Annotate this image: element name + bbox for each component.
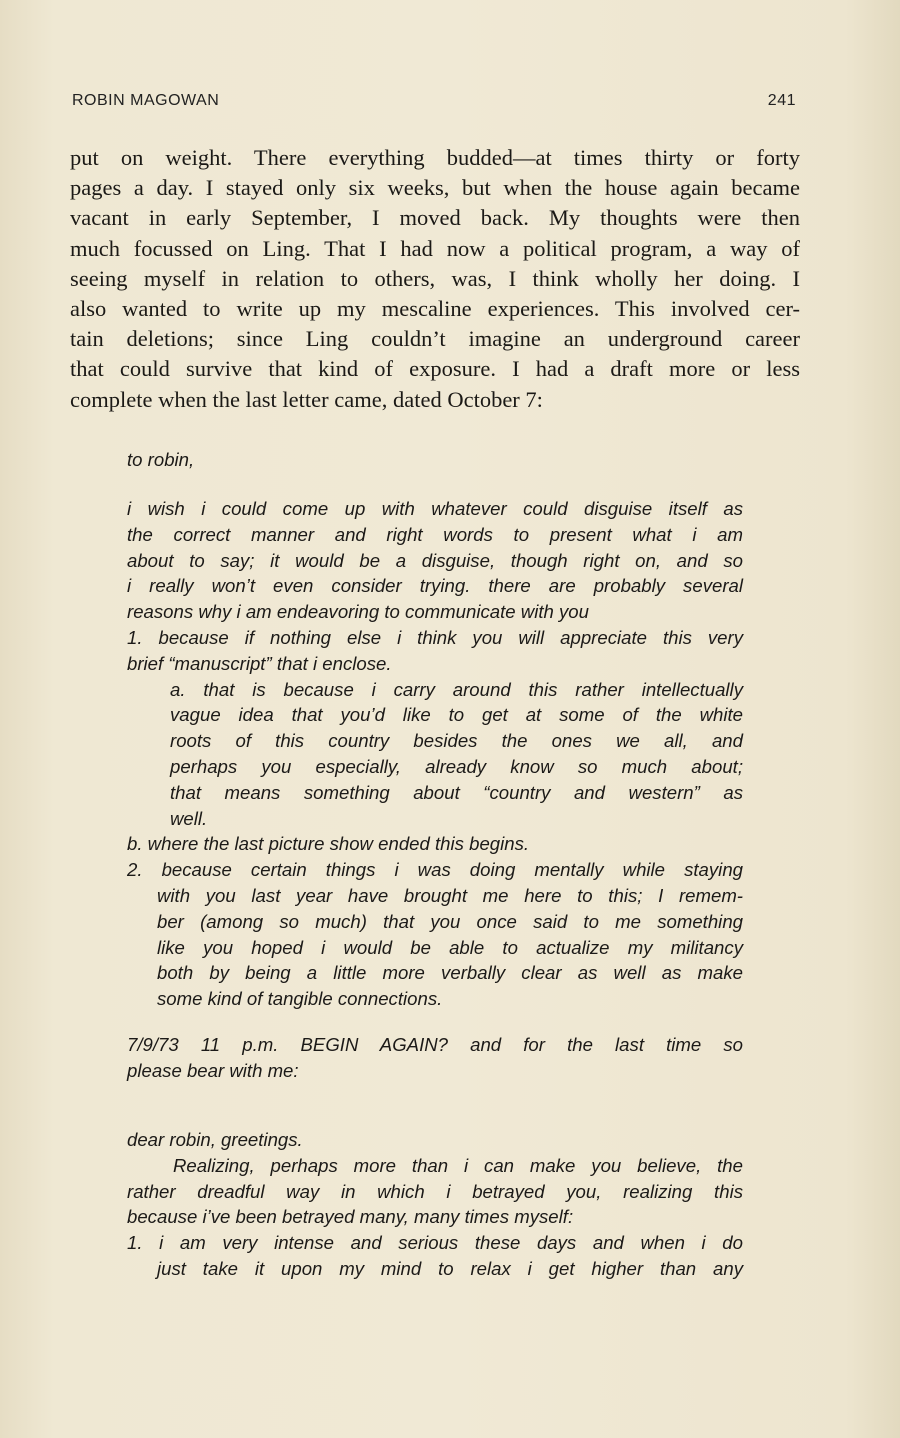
letter-sublist-item: perhaps you especially, already know so much about; (170, 755, 743, 777)
letter-line: i really won’t even consider trying. there are probably several (127, 575, 743, 597)
body-line: much focussed on Ling. That I had now a political program, a way of (70, 235, 800, 261)
dateline-text: please bear with me: (127, 1059, 299, 1081)
letter-list-item: some kind of tangible connections. (157, 988, 443, 1010)
letter-line: because i’ve been betrayed many, many times myself: (127, 1206, 574, 1228)
letter-list-item: both by being a little more verbally clear as well as make (157, 962, 743, 984)
letter-line: i wish i could come up with whatever could disguise itself as (127, 498, 743, 519)
body-line: vacant in early September, I moved back. My thoughts were then (70, 205, 800, 231)
letter-list-item: 1. because if nothing else i think you will appreciate this very (127, 626, 743, 648)
letter-sublist-item: b. where the last picture show ended this begins. (127, 833, 530, 855)
letter-salutation (127, 447, 743, 473)
body-line: that could survive that kind of exposure. I had a draft more or less (70, 356, 800, 382)
letter-line: the correct manner and right words to present what i am (127, 523, 743, 545)
letter-paragraph (127, 1127, 743, 1282)
letter-sublist-item: that means something about “country and western” as (170, 781, 743, 803)
letter-list-item: 1. i am very intense and serious these days and when i do (127, 1232, 743, 1254)
dateline-text: 7/9/73 11 p.m. BEGIN AGAIN? and for the last time so (127, 1034, 743, 1055)
salutation-text: to robin, (127, 449, 195, 470)
letter-line: Realizing, perhaps more than i can make you believe, the (173, 1154, 743, 1176)
body-line: complete when the last letter came, dated October 7: (70, 386, 543, 412)
letter-list-item: 2. because certain things i was doing mentally while staying (127, 859, 743, 881)
letter-dateline (127, 1032, 743, 1084)
letter-line: reasons why i am endeavoring to communicate with you (127, 601, 589, 623)
letter-line: rather dreadful way in which i betrayed you, realizing this (127, 1180, 743, 1202)
letter-list-item: just take it upon my mind to relax i get higher than any (157, 1257, 743, 1279)
letter-list-item: like you hoped i would be able to actualize my militancy (157, 936, 743, 958)
greeting-text: dear robin, greetings. (127, 1129, 303, 1150)
letter-list-item: with you last year have brought me here to this; I remem- (157, 884, 743, 906)
letter-paragraph (127, 496, 743, 1012)
body-line: pages a day. I stayed only six weeks, but when the house again became (70, 175, 800, 201)
letter-sublist-item: well. (170, 807, 208, 829)
body-line: also wanted to write up my mescaline experiences. This involved cer- (70, 296, 800, 322)
body-line: seeing myself in relation to others, was, I think wholly her doing. I (70, 265, 800, 291)
letter-sublist-item: vague idea that you’d like to get at some of the white (170, 704, 743, 726)
letter-line: about to say; it would be a disguise, though right on, and so (127, 549, 743, 571)
running-head-author: ROBIN MAGOWAN (72, 92, 220, 109)
letter-sublist-item: a. that is because i carry around this rather intellectually (170, 678, 743, 700)
page-number: 241 (767, 92, 796, 109)
body-paragraph (70, 143, 800, 415)
body-line: put on weight. There everything budded—at times thirty or forty (70, 145, 800, 170)
letter-list-item: brief “manuscript” that i enclose. (127, 652, 392, 674)
letter-list-item: ber (among so much) that you once said to me something (157, 910, 743, 932)
letter-sublist-item: roots of this country besides the ones we all, and (170, 730, 743, 752)
body-line: tain deletions; since Ling couldn’t imagine an underground career (70, 326, 800, 352)
